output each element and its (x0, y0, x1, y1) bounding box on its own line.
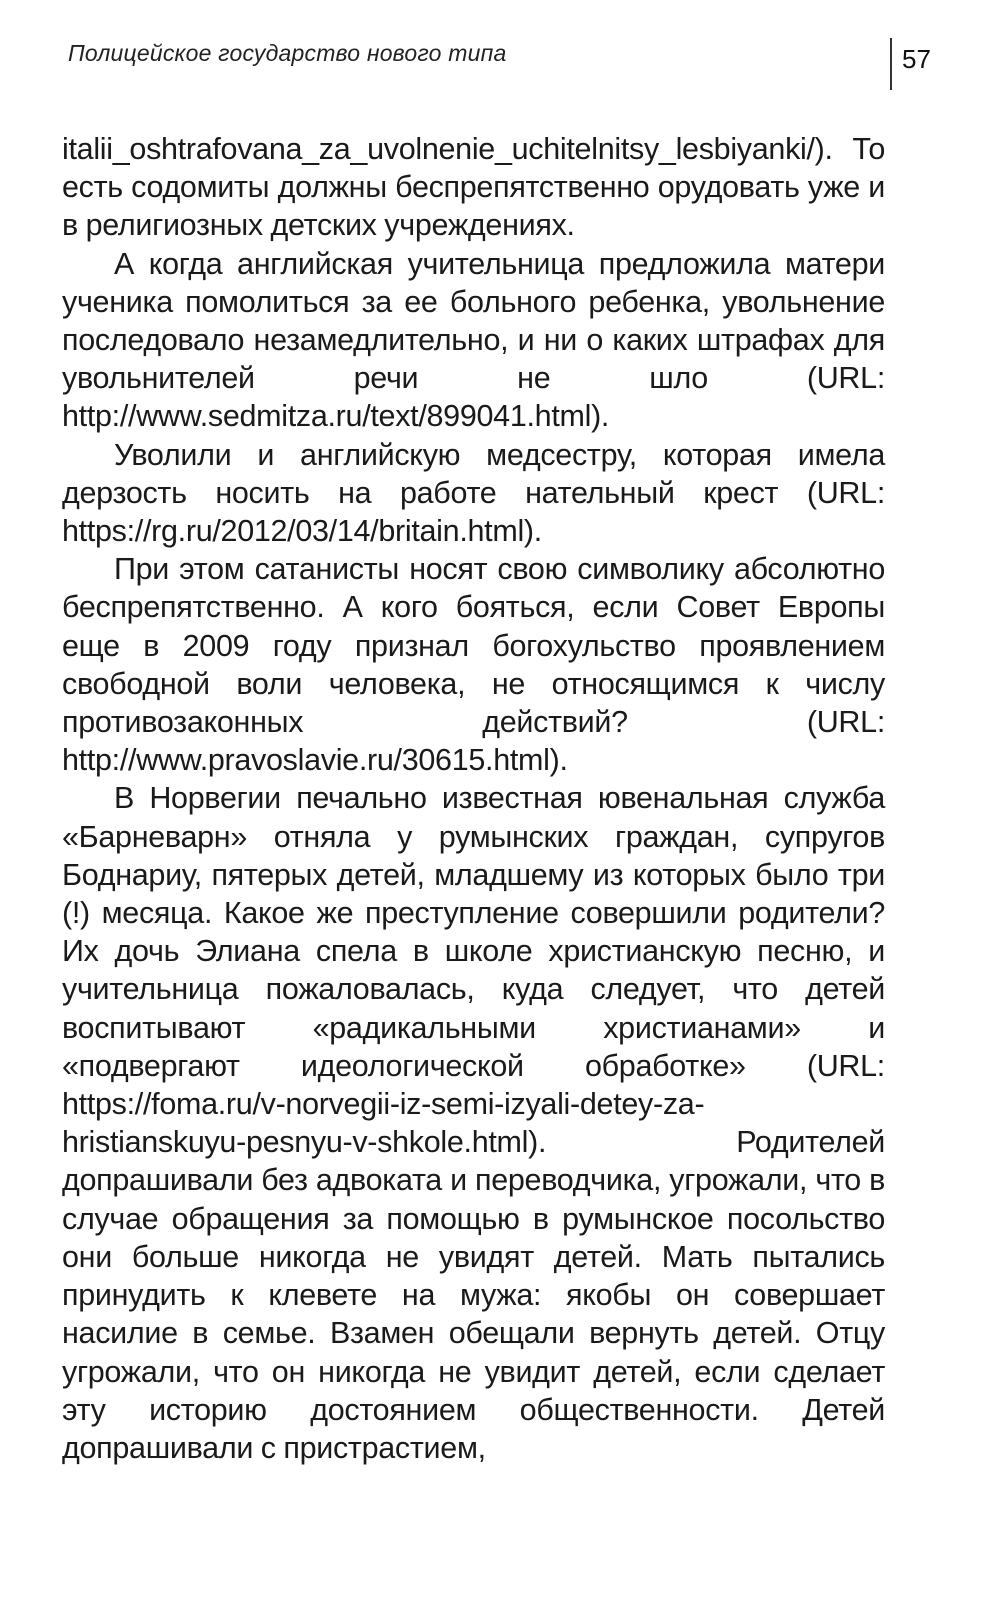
body-text (62, 130, 885, 1467)
paragraph: При этом сатанисты носят свою символику абсолютно беспрепятственно. А кого бояться, если Совет Европы еще в 2009 году признал богохульство проявлением свободной воли человека, не относящимся к числу противозаконных действий? (URL: http://www.pravoslavie.ru/30615.html). (62, 552, 885, 778)
header-divider (890, 38, 892, 90)
page-number: 57 (902, 44, 931, 74)
running-title: Полицейское государство нового типа (68, 40, 507, 66)
paragraph: В Норвегии печально известная ювенальная служба «Барневарн» отняла у румынских граждан, супругов Боднариу, пятерых детей, младшему из которых было три (!) месяца. Какое же преступление совершили родители? Их дочь Элиана спела в школе христианскую песню, и учительница пожаловалась, куда следует, что детей воспитывают «радикальными христианами» и «подвергают идеологической обработке» (URL: https://foma.ru/v-norvegii-iz-semi-izyali-detey-za-hristianskuyu-pesnyu-v-shkole.html). Родителей допрашивали без адвоката и переводчика, угрожали, что в случае обращения за помощью в румынское посольство они больше никогда не увидят детей. Мать пытались принудить к клевете на мужа: якобы он совершает насилие в семье. Взамен обещали вернуть детей. Отцу угрожали, что он никогда не увидит детей, если сделает эту историю достоянием общественности. Детей допрашивали с пристрастием, (62, 781, 885, 1465)
paragraph: А когда английская учительница предложила матери ученика помолиться за ее больного ребенка, увольнение последовало незамедлительно, и ни о каких штрафах для увольнителей речи не шло (URL: http://www.sedmitza.ru/text/899041.html). (62, 246, 885, 434)
paragraph-continued: italii_oshtrafovana_za_uvolnenie_uchitelnitsy_lesbiyanki/). То есть содомиты должны беспрепятственно орудовать уже и в религиозных детских учреждениях. (62, 132, 885, 243)
page-header (68, 38, 948, 82)
paragraph: Уволили и английскую медсестру, которая имела дерзость носить на работе нательный крест (URL: https://rg.ru/2012/03/14/britain.html). (62, 437, 885, 549)
